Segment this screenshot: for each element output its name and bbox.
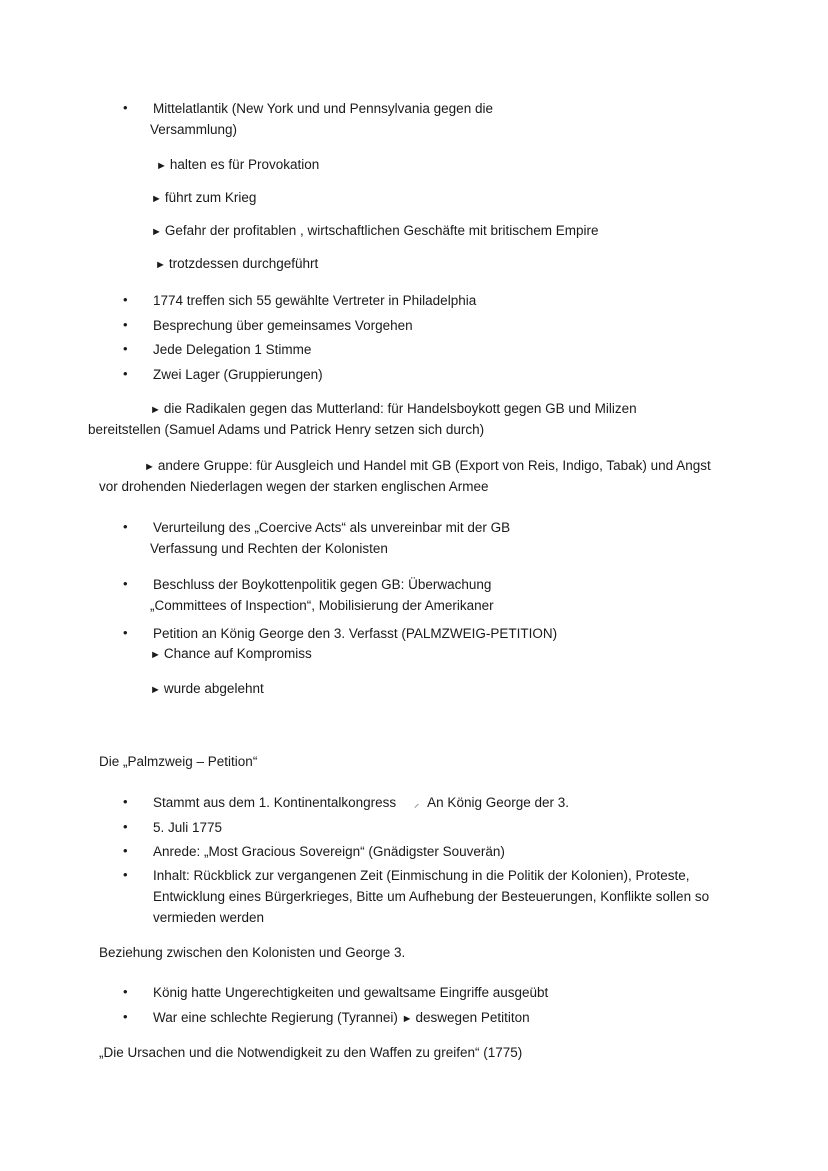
sub-item (150, 680, 264, 699)
list-item: 1774 treffen sich 55 gewählte Vertreter in Philadelphia (153, 293, 477, 308)
bullet-icon: • (123, 341, 128, 356)
sub-item-label: trotzdessen durchgeführt (168, 256, 319, 271)
sub-item-label: wurde abgelehnt (163, 681, 264, 696)
arrow-icon: ► (150, 404, 161, 416)
arrow-icon: ► (144, 461, 155, 473)
bullet-icon: • (123, 843, 128, 858)
arrow-icon: ► (150, 649, 161, 661)
list-item-tail: An König George der 3. (427, 795, 570, 810)
bullet-icon: • (123, 1009, 128, 1024)
bullet-icon: • (123, 366, 128, 381)
bullet-icon: • (123, 867, 128, 882)
text-line: vermieden werden (153, 910, 265, 925)
text-line: Petition an König George den 3. Verfasst (PALMZWEIG-PETITION) (153, 626, 558, 641)
sub-item-label: halten es für Provokation (169, 157, 320, 172)
bullet-icon: • (123, 317, 128, 332)
text-line: „Committees of Inspection“, Mobilisierung der Amerikaner (150, 598, 494, 613)
section-heading: „Die Ursachen und die Notwendigkeit zu den Waffen zu greifen“ (1775) (99, 1045, 523, 1060)
sub-item (155, 255, 318, 274)
list-item (153, 794, 569, 813)
text-line: vor drohenden Niederlagen wegen der starken englischen Armee (99, 479, 489, 494)
list-item-label: War eine schlechte Regierung (Tyrannei) (153, 1010, 398, 1025)
text-line: Mittelatlantik (New York und und Pennsylvania gegen die (153, 101, 493, 116)
list-item: Besprechung über gemeinsames Vorgehen (153, 318, 413, 333)
list-item: 5. Juli 1775 (153, 820, 223, 835)
text-line: Inhalt: Rückblick zur vergangenen Zeit (Einmischung in die Politik der Kolonien), Proteste, (153, 868, 690, 883)
bullet-icon: • (123, 625, 128, 640)
arrow-icon: ► (151, 193, 162, 205)
sub-item-label: die Radikalen gegen das Mutterland: für Handelsboykott gegen GB und Milizen (163, 401, 637, 416)
sub-item (150, 400, 637, 419)
sub-item (144, 457, 711, 476)
bullet-icon: • (123, 100, 128, 115)
sub-item-label: andere Gruppe: für Ausgleich und Handel mit GB (Export von Reis, Indigo, Tabak) und Angst (157, 458, 711, 473)
sub-item-label: führt zum Krieg (164, 190, 257, 205)
list-item: Anrede: „Most Gracious Sovereign“ (Gnädigster Souverän) (153, 844, 505, 859)
section-heading: Die „Palmzweig – Petition“ (99, 754, 258, 769)
bullet-icon: • (123, 794, 128, 809)
list-item-label: Stammt aus dem 1. Kontinentalkongress (153, 795, 397, 810)
text-line: Versammlung) (150, 122, 238, 137)
text-line: Beschluss der Boykottenpolitik gegen GB: Überwachung (153, 577, 492, 592)
text-line: bereitstellen (Samuel Adams und Patrick Henry setzen sich durch) (88, 422, 485, 437)
bullet-icon: • (123, 576, 128, 591)
arrow-icon: ► (155, 259, 166, 271)
text-line: Entwicklung eines Bürgerkrieges, Bitte um Aufhebung der Besteuerungen, Konflikte sollen so (153, 889, 710, 904)
sub-item (151, 222, 599, 241)
section-heading: Beziehung zwischen den Kolonisten und George 3. (99, 945, 406, 960)
sub-item-label: Gefahr der profitablen , wirtschaftlichen Geschäfte mit britischem Empire (164, 223, 599, 238)
text-line: Verfassung und Rechten der Kolonisten (150, 541, 388, 556)
sub-item (151, 189, 256, 208)
arrow-icon: ► (156, 160, 167, 172)
arrow-icon: ► (401, 1013, 413, 1025)
bullet-icon: • (123, 819, 128, 834)
list-item: König hatte Ungerechtigkeiten und gewaltsame Eingriffe ausgeübt (153, 985, 549, 1000)
arrow-icon: ► (150, 684, 161, 696)
list-item (153, 1009, 530, 1028)
bullet-icon: • (123, 519, 128, 534)
sub-item (150, 645, 312, 664)
list-item: Jede Delegation 1 Stimme (153, 342, 312, 357)
sub-item (156, 156, 319, 175)
text-line: Verurteilung des „Coercive Acts“ als unvereinbar mit der GB (153, 520, 511, 535)
sub-item-label: Chance auf Kompromiss (163, 646, 312, 661)
list-item-tail: deswegen Petititon (415, 1010, 530, 1025)
list-item: Zwei Lager (Gruppierungen) (153, 367, 323, 382)
bullet-icon: • (123, 984, 128, 999)
bullet-icon: • (123, 292, 128, 307)
arrow-icon: ► (151, 226, 162, 238)
tick-mark-icon: ⸝ (413, 798, 420, 810)
